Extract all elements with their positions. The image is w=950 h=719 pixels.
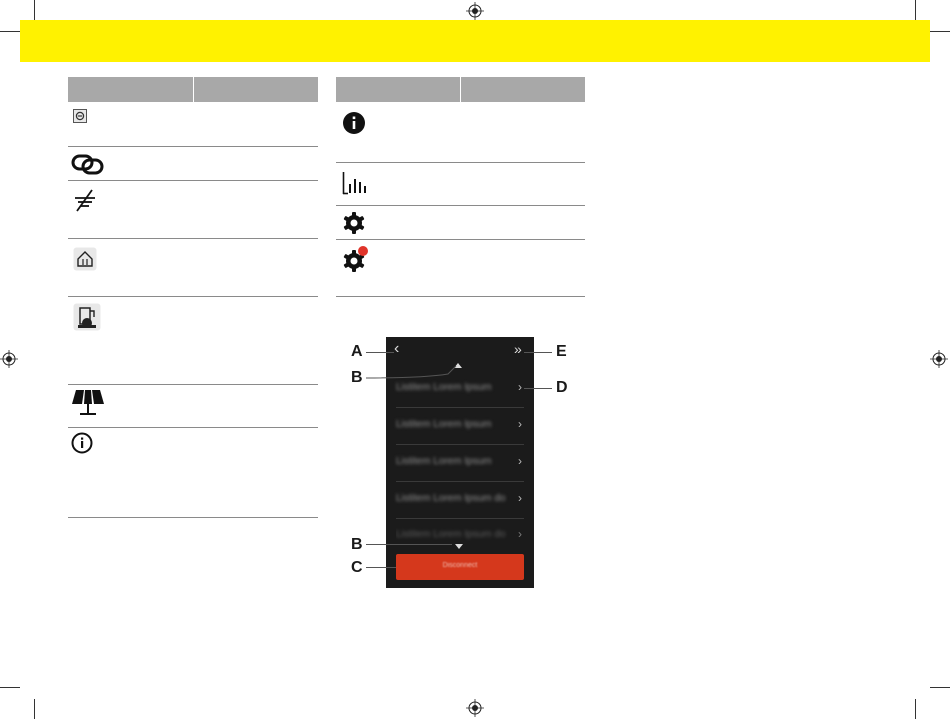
crop-mark (34, 0, 35, 20)
callout-line-e (524, 352, 552, 353)
callout-line-d (524, 388, 552, 389)
right-table-row (336, 240, 585, 297)
statistics-icon (342, 171, 368, 195)
callout-label-d: D (556, 379, 568, 396)
callout-line-c (366, 567, 396, 568)
left-table-row (68, 428, 318, 518)
info-outline-icon (71, 432, 93, 454)
callout-label-e: E (556, 343, 567, 360)
callout-line-a (366, 352, 394, 353)
list-item-label: Listitem Lorem Ipsum (396, 382, 492, 393)
callout-label-b-top: B (351, 369, 363, 386)
registration-mark-icon (466, 699, 484, 717)
left-table-row (68, 181, 318, 239)
home-energy-icon (73, 247, 97, 271)
settings-icon (342, 211, 366, 235)
registration-mark-icon (466, 2, 484, 20)
callout-line-b-top (364, 364, 458, 380)
crop-mark (915, 0, 916, 20)
left-table-row (68, 297, 318, 385)
crop-mark (0, 687, 20, 688)
left-table-header (68, 77, 318, 102)
link-icon (71, 152, 105, 176)
crop-mark (915, 699, 916, 719)
list-item-label: Listitem Lorem Ipsum do (396, 493, 506, 504)
disconnect-button[interactable] (396, 554, 524, 580)
left-table-row (68, 385, 318, 428)
settings-notification-icon (342, 245, 370, 273)
list-item[interactable] (396, 444, 524, 482)
left-table-header-col-2 (194, 77, 318, 102)
callout-label-b-bottom: B (351, 536, 363, 553)
right-table-row (336, 102, 585, 163)
right-table-row (336, 206, 585, 240)
right-table-row (336, 163, 585, 206)
callout-line-b-bottom (366, 544, 452, 545)
crop-mark (930, 687, 950, 688)
left-table-row (68, 147, 318, 181)
grid-off-icon (72, 187, 98, 213)
chevron-right-icon: › (518, 527, 522, 541)
right-table-header-col-1 (336, 77, 461, 102)
list-item[interactable] (396, 407, 524, 445)
info-filled-icon (342, 111, 366, 135)
callout-label-c: C (351, 559, 363, 576)
right-table-header-col-2 (461, 77, 585, 102)
right-table-header (336, 77, 585, 102)
crop-mark (0, 31, 20, 32)
chevron-right-icon: › (518, 454, 522, 468)
scroll-down-arrow-icon[interactable] (454, 543, 464, 550)
list-item[interactable] (396, 518, 524, 542)
charger-icon (73, 303, 101, 331)
list-item-label: Listitem Lorem Ipsum (396, 419, 492, 430)
crop-mark (930, 31, 950, 32)
chevron-right-icon: › (518, 491, 522, 505)
left-table-row (68, 239, 318, 297)
header-banner (20, 20, 930, 62)
chevron-right-icon: › (518, 380, 522, 394)
list-item-label: Listitem Lorem Ipsum do (396, 529, 506, 540)
list-item-label: Listitem Lorem Ipsum (396, 456, 492, 467)
registration-mark-icon (0, 350, 18, 368)
chevron-right-icon: › (518, 417, 522, 431)
solar-panel-icon (71, 389, 105, 417)
disconnect-button-label: Disconnect (442, 562, 478, 569)
left-table-row (68, 102, 318, 147)
callout-label-a: A (351, 343, 363, 360)
list-item[interactable] (396, 481, 524, 519)
forward-button[interactable]: » (514, 341, 522, 357)
back-button[interactable]: ‹ (394, 340, 400, 357)
app-icon (73, 109, 87, 123)
crop-mark (34, 699, 35, 719)
left-table-header-col-1 (68, 77, 194, 102)
registration-mark-icon (930, 350, 948, 368)
